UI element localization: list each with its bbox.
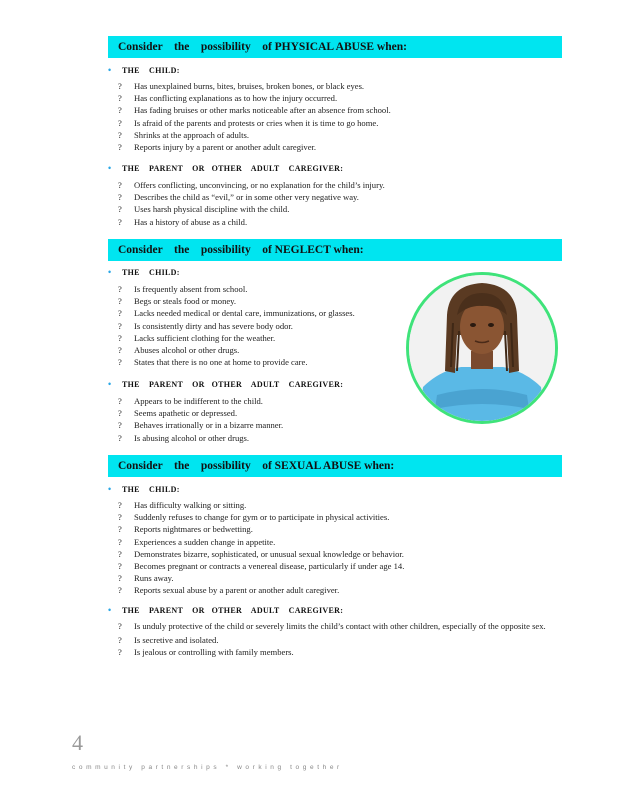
list-item: ? Reports nightmares or bedwetting. [118, 524, 253, 535]
caregiver-subheading: • THE PARENT OR OTHER ADULT CAREGIVER: [108, 605, 344, 615]
child-subheading: • THE CHILD: [108, 267, 180, 277]
list-item: ? Shrinks at the approach of adults. [118, 129, 250, 140]
list-item: ? Uses harsh physical discipline with the child. [118, 204, 290, 215]
list-item: ? Appears to be indifferent to the child. [118, 396, 263, 406]
list-item: ? Begs or steals food or money. [118, 296, 237, 307]
list-item: ? Has a history of abuse as a child. [118, 216, 248, 227]
list-item: ? Is consistently dirty and has severe body odor. [118, 320, 293, 331]
physical-abuse-caregiver-list [118, 179, 385, 228]
section-heading-neglect: Consider the possibility of NEGLECT when: [108, 239, 562, 261]
list-item: ? Describes the child as “evil,” or in some other very negative way. [118, 192, 359, 203]
child-subheading: • THE CHILD: [108, 65, 180, 75]
list-item: ? Reports injury by a parent or another adult caregiver. [118, 141, 317, 152]
list-item: ? Is frequently absent from school. [118, 284, 248, 294]
list-item: ? Seems apathetic or depressed. [118, 408, 238, 419]
list-item: ? Runs away. [118, 573, 174, 584]
list-item: ? Has difficulty walking or sitting. [118, 500, 247, 510]
bullet-icon: • [108, 65, 112, 75]
list-item: ? Is jealous or controlling with family members. [118, 646, 294, 657]
footer-tagline: community partnerships * working together [72, 764, 343, 771]
list-item: ? Lacks needed medical or dental care, immunizations, or glasses. [118, 308, 355, 319]
sexual-abuse-child-list [118, 499, 404, 597]
list-item: ? States that there is no one at home to provide care. [118, 357, 308, 368]
bullet-icon: • [108, 484, 112, 494]
list-item: ? Is afraid of the parents and protests or cries when it is time to go home. [118, 117, 379, 128]
list-item: ? Behaves irrationally or in a bizarre manner. [118, 420, 284, 431]
list-item: ? Experiences a sudden change in appetite. [118, 536, 276, 547]
bullet-icon: • [108, 605, 112, 615]
list-item: ? Is abusing alcohol or other drugs. [118, 432, 250, 443]
bullet-icon: • [108, 379, 112, 389]
bullet-icon: • [108, 267, 112, 277]
child-subheading: • THE CHILD: [108, 484, 180, 494]
list-item: ? Is unduly protective of the child or severely limits the child’s contact with other children, especially of the opposite sex. [118, 621, 546, 631]
list-item: ? Is secretive and isolated. [118, 634, 219, 645]
list-item: ? Reports sexual abuse by a parent or another adult caregiver. [118, 585, 340, 596]
list-item: ? Has unexplained burns, bites, bruises, broken bones, or black eyes. [118, 81, 365, 91]
section-heading-physical-abuse: Consider the possibility of PHYSICAL ABUSE when: [108, 36, 562, 58]
list-item: ? Offers conflicting, unconvincing, or no explanation for the child’s injury. [118, 180, 385, 190]
caregiver-subheading: • THE PARENT OR OTHER ADULT CAREGIVER: [108, 163, 344, 173]
list-item: ? Has conflicting explanations as to how the injury occurred. [118, 93, 338, 104]
page-number: 4 [72, 730, 83, 755]
child-portrait-photo [406, 272, 558, 424]
neglect-caregiver-list [118, 395, 283, 444]
list-item: ? Has fading bruises or other marks noticeable after an absence from school. [118, 105, 391, 116]
list-item: ? Abuses alcohol or other drugs. [118, 344, 240, 355]
list-item: ? Becomes pregnant or contracts a venereal disease, particularly if under age 14. [118, 560, 405, 571]
caregiver-subheading: • THE PARENT OR OTHER ADULT CAREGIVER: [108, 379, 344, 389]
physical-abuse-child-list [118, 80, 391, 153]
bullet-icon: • [108, 163, 112, 173]
list-item: ? Lacks sufficient clothing for the weather. [118, 332, 276, 343]
sexual-abuse-caregiver-list [118, 621, 554, 658]
section-heading-sexual-abuse: Consider the possibility of SEXUAL ABUSE when: [108, 455, 562, 477]
list-item: ? Demonstrates bizarre, sophisticated, or unusual sexual knowledge or behavior. [118, 548, 404, 559]
child-portrait-illustration [409, 275, 555, 421]
list-item: ? Suddenly refuses to change for gym or to participate in physical activities. [118, 512, 390, 523]
neglect-child-list [118, 283, 355, 368]
